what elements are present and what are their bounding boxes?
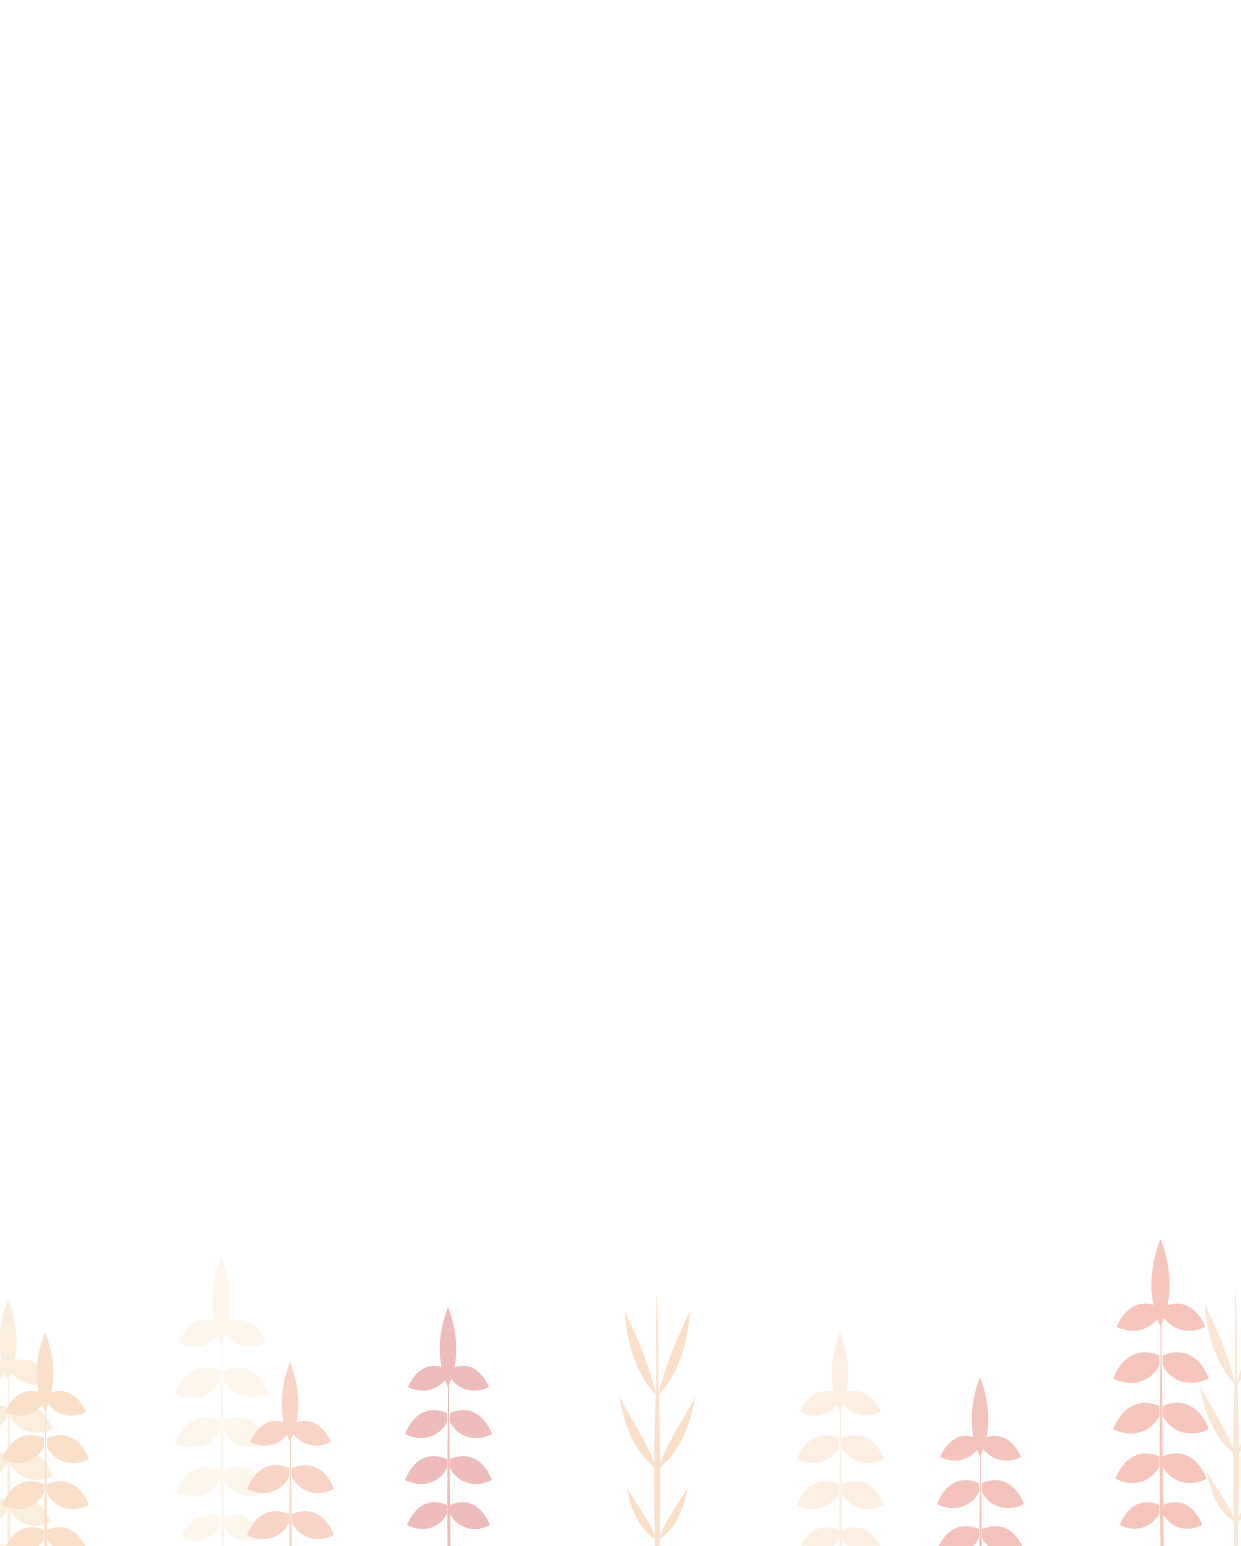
sprig-cream-6 (797, 1332, 884, 1546)
sprig-peach-3 (2, 1332, 89, 1546)
section-spacer-2 (0, 408, 1241, 478)
sprig-grass-cream-8 (1200, 1286, 1241, 1546)
sprig-grass-peach-5 (620, 1292, 696, 1546)
sprig-cream-1 (0, 1299, 53, 1546)
decorative-botanical-band (0, 1186, 1241, 1546)
sprig-rose-4 (405, 1307, 492, 1546)
sprig-pink-11 (937, 1377, 1024, 1546)
section-spacer-1 (0, 274, 1241, 330)
sprig-pink-7 (1113, 1239, 1209, 1546)
sprig-blush-10 (247, 1362, 334, 1546)
sprig-cream-2 (175, 1256, 269, 1546)
